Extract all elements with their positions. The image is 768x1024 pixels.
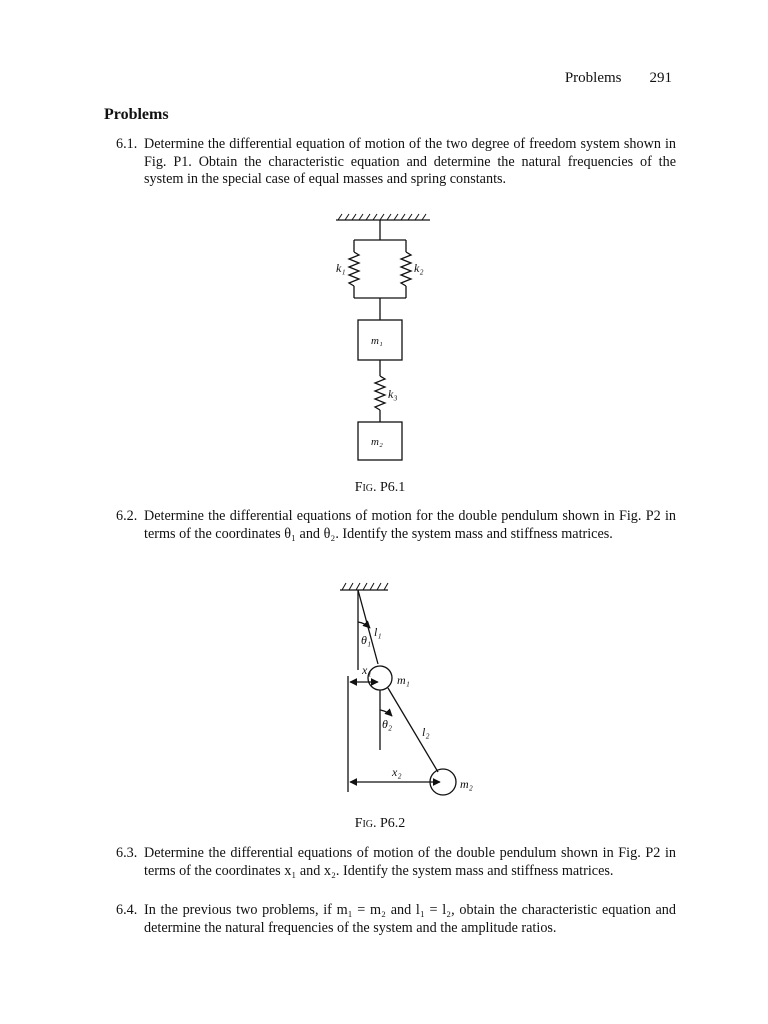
ceiling-hatch bbox=[338, 214, 426, 220]
caption-p6-1: Fig. P6.1 bbox=[354, 480, 406, 495]
label-k2: k₂ bbox=[414, 261, 424, 275]
caption-p6-2: Fig. P6.2 bbox=[354, 816, 406, 831]
label-k3: k₃ bbox=[388, 387, 398, 401]
label-x2: x₂ bbox=[392, 765, 402, 779]
spring-k2 bbox=[401, 252, 411, 286]
problem-6-1 bbox=[116, 136, 676, 189]
spring-k3 bbox=[375, 376, 385, 410]
label-m1: m₁ bbox=[371, 335, 383, 347]
problem-number: 6.1. bbox=[116, 136, 138, 152]
problem-text: Determine the differential equation of motion of the two degree of freedom system shown in Fig. P1. Obtain the characteristic equation and determine the natural frequencies of the system in the special case of equal masses and spring constants. bbox=[144, 136, 676, 187]
problem-6-4 bbox=[116, 902, 676, 937]
bob-m1 bbox=[368, 666, 392, 690]
figure-p6-2 bbox=[330, 578, 490, 808]
problem-text: Determine the differential equations of motion of the double pendulum shown in Fig. P2 in terms of the coordinates x₁ and x₂. Identify the system mass and stiffness matrices. bbox=[144, 845, 676, 879]
label-l2: l₂ bbox=[422, 725, 430, 739]
section-title: Problems bbox=[104, 106, 169, 123]
ceiling-hatch bbox=[342, 583, 388, 590]
label-m1: m₁ bbox=[397, 673, 410, 687]
page-number: 291 bbox=[649, 70, 672, 86]
problem-6-2 bbox=[116, 508, 676, 543]
spring-k1 bbox=[349, 252, 359, 286]
header-title: Problems bbox=[564, 70, 622, 86]
figure-p6-1 bbox=[330, 210, 440, 470]
problem-6-3 bbox=[116, 845, 676, 880]
label-theta1: θ₁ bbox=[361, 633, 372, 647]
problem-number: 6.2. bbox=[116, 508, 138, 524]
running-header bbox=[565, 70, 672, 87]
label-l1: l₁ bbox=[374, 625, 382, 639]
theta1-arc bbox=[358, 622, 370, 628]
problem-number: 6.4. bbox=[116, 902, 138, 918]
label-m2: m₂ bbox=[371, 436, 383, 448]
theta2-arc bbox=[380, 710, 392, 716]
label-m2: m₂ bbox=[460, 777, 473, 791]
label-k1: k₁ bbox=[336, 261, 346, 275]
label-x1: x₁ bbox=[362, 663, 372, 677]
problem-text: Determine the differential equations of motion for the double pendulum shown in Fig. P2 in terms of the coordinates θ₁ and θ₂. Identify the system mass and stiffness matrices. bbox=[144, 508, 676, 542]
problem-text: In the previous two problems, if m₁ = m₂ and l₁ = l₂, obtain the characteristic equation and determine the natural frequencies of the system and the amplitude ratios. bbox=[144, 902, 676, 936]
problem-number: 6.3. bbox=[116, 845, 138, 861]
rod-l2 bbox=[388, 688, 438, 772]
label-theta2: θ₂ bbox=[382, 717, 393, 731]
